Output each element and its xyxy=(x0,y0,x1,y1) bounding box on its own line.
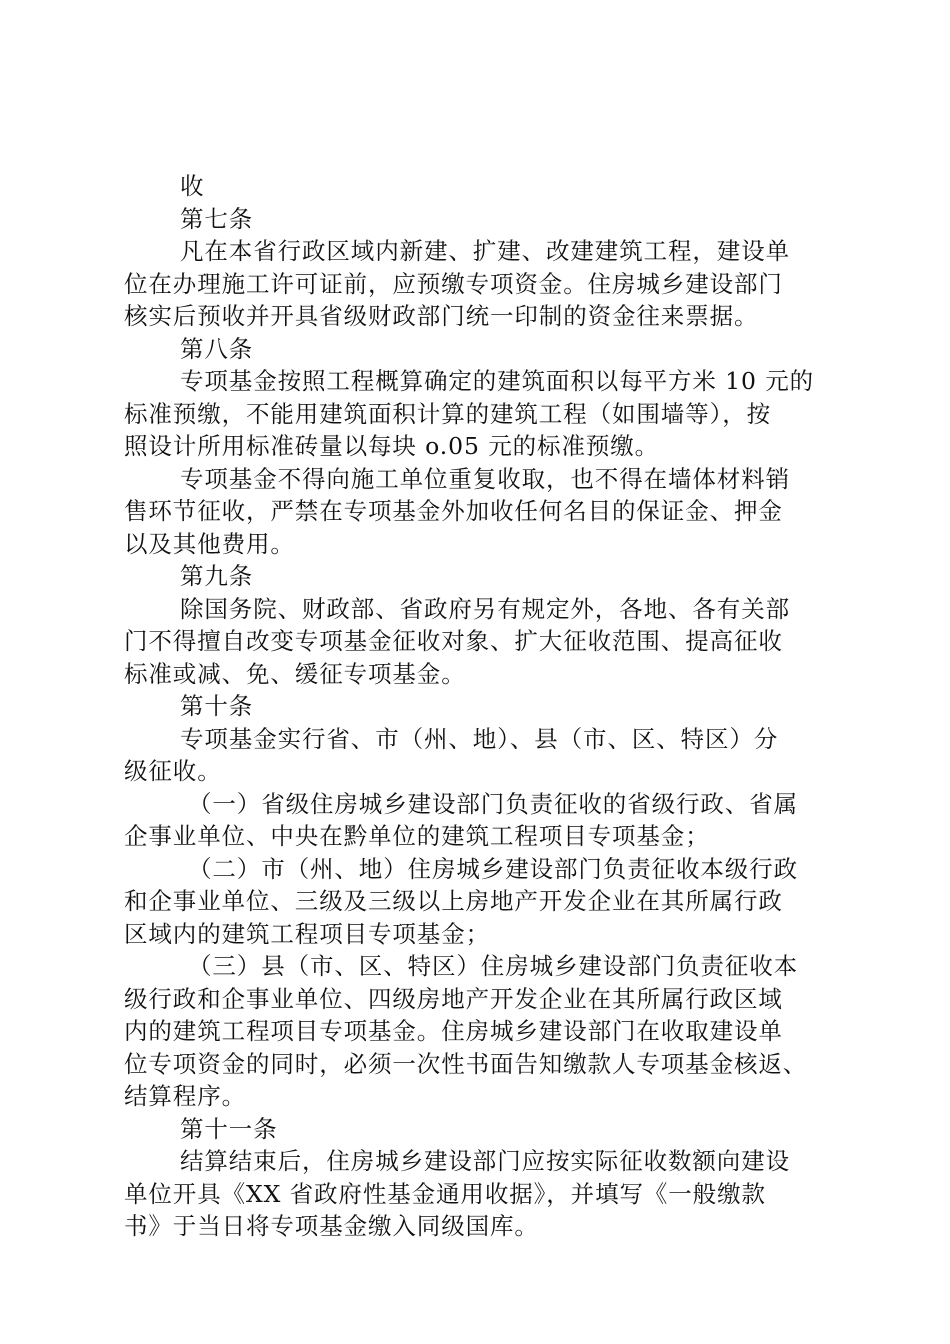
text-line: 第九条 xyxy=(180,562,254,590)
text-line: 照设计所用标准砖量以每块 o.05 元的标准预缴。 xyxy=(124,432,660,460)
text-line: 以及其他费用。 xyxy=(124,529,295,558)
text-line: 除国务院、财政部、省政府另有规定外，各地、各有关部 xyxy=(180,594,790,623)
text-line: 专项基金实行省、市（州、地）、县（市、区、特区）分 xyxy=(180,724,779,753)
text-line: （一）省级住房城乡建设部门负责征收的省级行政、省属 xyxy=(188,789,798,818)
text-line: 标准预缴，不能用建筑面积计算的建筑工程（如围墙等），按 xyxy=(124,399,772,428)
text-line: 结算程序。 xyxy=(124,1082,246,1110)
text-line: 区域内的建筑工程项目专项基金； xyxy=(124,919,490,948)
text-line: 第七条 xyxy=(180,204,254,233)
text-line: （二）市（州、地）住房城乡建设部门负责征收本级行政 xyxy=(188,854,798,883)
text-line: 级行政和企事业单位、四级房地产开发企业在其所属行政区域 xyxy=(124,984,783,1013)
text-line: 位专项资金的同时，必须一次性书面告知缴款人专项基金核返、 xyxy=(124,1049,808,1078)
text-line: 第十一条 xyxy=(180,1114,278,1143)
text-line: 书》于当日将专项基金缴入同级国库。 xyxy=(124,1212,539,1240)
text-line: 第十条 xyxy=(180,692,254,720)
text-line: 核实后预收并开具省级财政部门统一印制的资金往来票据。 xyxy=(124,302,759,330)
text-line: 凡在本省行政区域内新建、扩建、改建建筑工程，建设单 xyxy=(180,237,790,265)
text-line: 单位开具《XX 省政府性基金通用收据》，并填写《一般缴款 xyxy=(124,1179,766,1208)
text-line: 专项基金按照工程概算确定的建筑面积以每平方米 10 元的 xyxy=(180,367,815,395)
text-line: （三）县（市、区、特区）住房城乡建设部门负责征收本 xyxy=(188,952,798,980)
text-line: 第八条 xyxy=(180,334,254,363)
text-line: 和企事业单位、三级及三级以上房地产开发企业在其所属行政 xyxy=(124,887,783,915)
text-line: 门不得擅自改变专项基金征收对象、扩大征收范围、提高征收 xyxy=(124,627,783,655)
text-line: 标准或减、免、缓征专项基金。 xyxy=(124,659,466,688)
text-line: 专项基金不得向施工单位重复收取，也不得在墙体材料销 xyxy=(180,464,790,493)
text-line: 企事业单位、中央在黔单位的建筑工程项目专项基金； xyxy=(124,822,710,850)
text-line: 结算结束后，住房城乡建设部门应按实际征收数额向建设 xyxy=(180,1147,790,1175)
text-line: 售环节征收，严禁在专项基金外加收任何名目的保证金、押金 xyxy=(124,497,783,525)
text-line: 位在办理施工许可证前，应预缴专项资金。住房城乡建设部门 xyxy=(124,269,783,298)
document-body xyxy=(124,170,844,1243)
text-line: 收 xyxy=(180,172,205,200)
text-line: 内的建筑工程项目专项基金。住房城乡建设部门在收取建设单 xyxy=(124,1017,783,1045)
text-line: 级征收。 xyxy=(124,757,222,785)
